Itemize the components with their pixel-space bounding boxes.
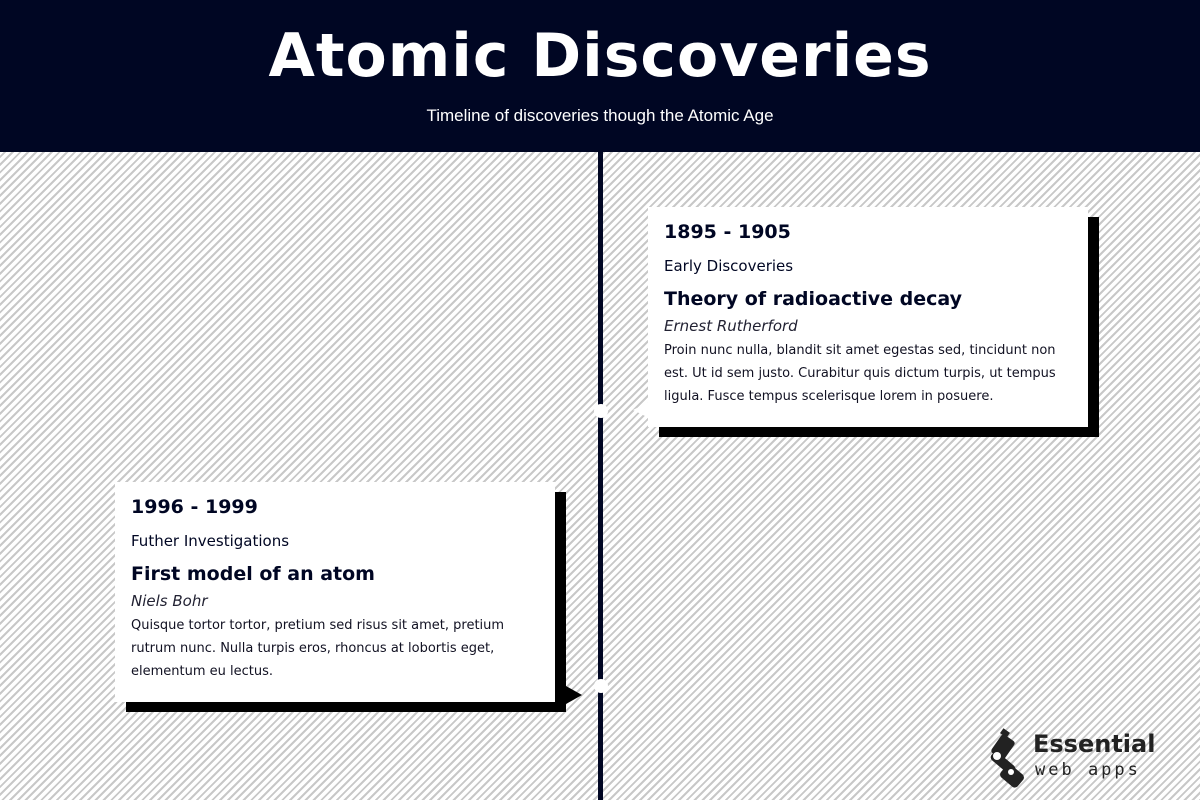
page-header <box>0 0 1200 152</box>
logo-text-primary: Essential <box>1033 730 1156 758</box>
event-years: 1895 - 1905 <box>664 221 791 243</box>
timeline-event-card <box>115 482 555 702</box>
timeline-node <box>594 404 608 418</box>
event-category: Futher Investigations <box>131 532 290 550</box>
robot-arm-icon <box>985 728 1029 788</box>
event-scientist: Niels Bohr <box>131 592 208 610</box>
event-discovery: Theory of radioactive decay <box>664 288 963 310</box>
timeline-event-card <box>648 207 1088 427</box>
event-category: Early Discoveries <box>664 257 794 275</box>
event-discovery: First model of an atom <box>131 563 375 585</box>
event-years: 1996 - 1999 <box>131 496 258 518</box>
page-subtitle: Timeline of discoveries though the Atomic Age <box>426 106 774 125</box>
timeline-node <box>594 679 608 693</box>
essential-web-apps-logo[interactable] <box>985 728 1185 788</box>
page-title: Atomic Discoveries <box>268 21 932 91</box>
logo-text-secondary: web apps <box>1035 760 1141 780</box>
event-description: Quisque tortor tortor, pretium sed risus sit amet, pretium rutrum nunc. Nulla turpis eros, rhoncus at lobortis eget, elementum eu lectus. <box>131 618 505 679</box>
timeline-line <box>598 152 603 800</box>
card-pointer <box>633 402 649 418</box>
card-pointer <box>566 686 582 704</box>
event-scientist: Ernest Rutherford <box>664 317 798 335</box>
event-description: Proin nunc nulla, blandit sit amet egestas sed, tincidunt non est. Ut id sem justo. Curabitur quis dictum turpis, ut tempus ligula. Fusce tempus scelerisque lorem in posuere. <box>664 343 1056 404</box>
